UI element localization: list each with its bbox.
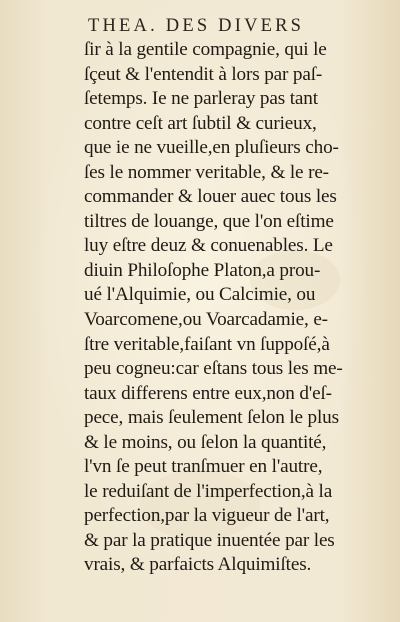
text-line: ſtre veritable,faiſant vn ſuppoſé,à — [84, 333, 330, 355]
text-line: ué l'Alquimie, ou Calcimie, ou — [84, 284, 316, 306]
text-line: ſes le nommer veritable, & le re- — [84, 161, 329, 183]
text-line: tiltres de louange, que l'on eſtime — [84, 210, 334, 232]
running-head: THEA. DES DIVERS — [88, 16, 305, 36]
text-line: & le moins, ou ſelon la quantité, — [84, 431, 327, 453]
text-line: l'vn ſe peut tranſmuer en l'autre, — [84, 456, 323, 478]
text-line: perfection,par la vigueur de l'art, — [84, 505, 330, 527]
text-line: Voarcomene,ou Voarcadamie, e- — [84, 309, 328, 331]
body-text — [84, 38, 390, 578]
text-line: contre ceſt art ſubtil & curieux, — [84, 112, 317, 134]
text-line: vrais, & parfaicts Alquimiſtes. — [84, 554, 312, 576]
text-line: commander & louer auec tous les — [84, 186, 337, 208]
text-line: peu cogneu:car eſtans tous les me- — [84, 358, 343, 380]
text-line: diuin Philoſophe Platon,a prou- — [84, 259, 321, 281]
text-line: pece, mais ſeulement ſelon le plus — [84, 407, 339, 429]
text-line: ſir à la gentile compagnie, qui le — [84, 39, 327, 60]
text-line: que ie ne vueille,en pluſieurs cho- — [84, 137, 339, 159]
text-line: ſetemps. Ie ne parleray pas tant — [84, 88, 318, 110]
text-line: & par la pratique inuentée par les — [84, 529, 335, 551]
text-line: ſçeut & l'entendit à lors par paſ- — [84, 63, 323, 85]
text-line: luy eſtre deuz & conuenables. Le — [84, 235, 333, 257]
text-line: taux differens entre eux,non d'eſ- — [84, 382, 332, 404]
text-line: le reduiſant de l'imperfection,à la — [84, 480, 333, 502]
